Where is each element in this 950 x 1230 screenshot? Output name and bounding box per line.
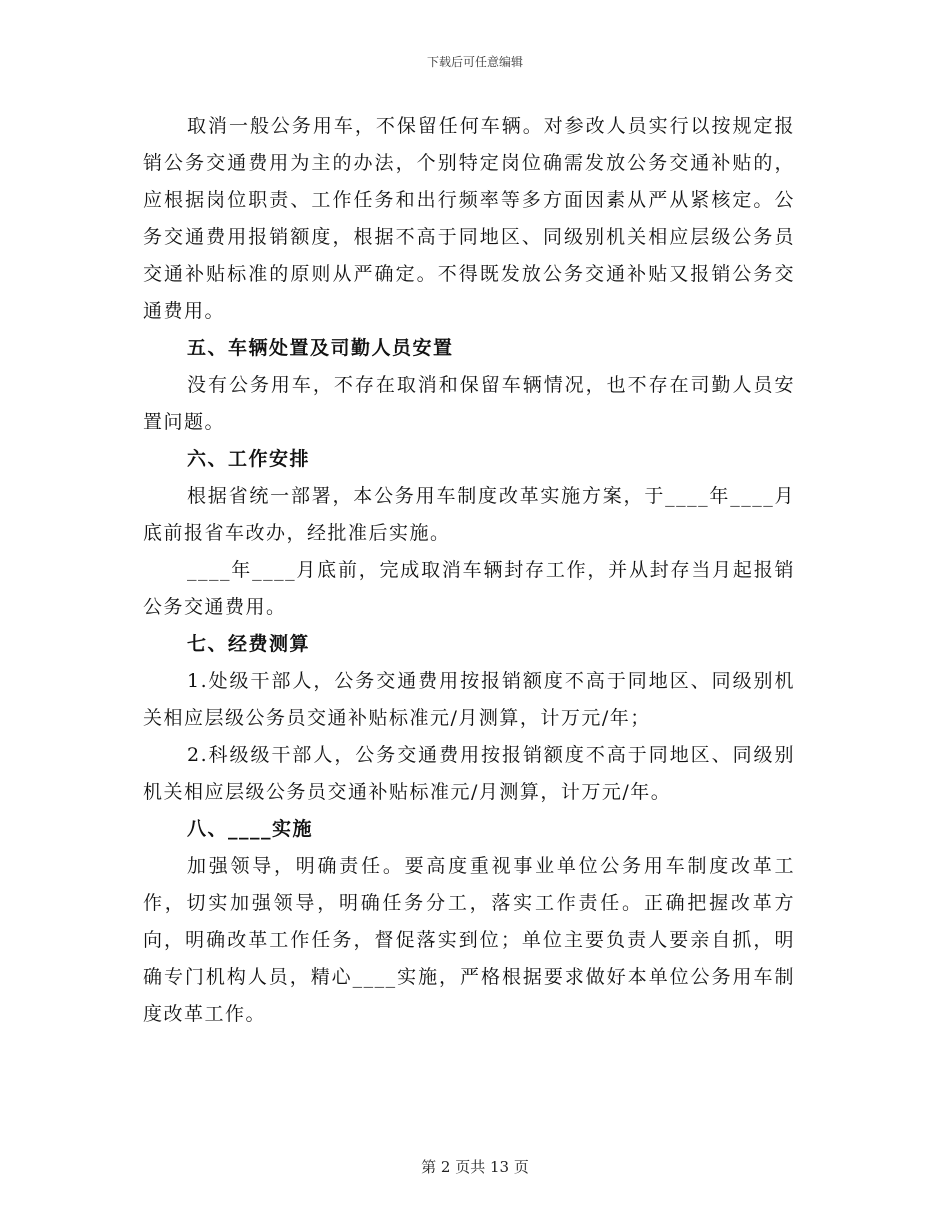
section-heading-work-arrangement: 六、工作安排 <box>187 448 311 470</box>
paragraph-work-arrangement-approval: 根据省统一部署，本公务用车制度改革实施方案，于____年____月底前报省车改办，经批准后实施。 <box>143 485 795 544</box>
paragraph-vehicle-disposal: 没有公务用车，不存在取消和保留车辆情况，也不存在司勤人员安置问题。 <box>143 374 795 433</box>
paragraph-cost-division-level: 1.处级干部人，公务交通费用按报销额度不高于同地区、同级别机关相应层级公务员交通补贴标准元/月测算，计万元/年； <box>143 670 795 729</box>
paragraph-implementation: 加强领导，明确责任。要高度重视事业单位公务用车制度改革工作，切实加强领导，明确任务分工，落实工作责任。正确把握改革方向，明确改革工作任务，督促落实到位；单位主要负责人要亲自抓，明确专门机构人员，精心____实施，严格根据要求做好本单位公务用车制度改革工作。 <box>143 855 795 1025</box>
paragraph-work-arrangement-sealing: ____年____月底前，完成取消车辆封存工作，并从封存当月起报销公务交通费用。 <box>143 559 795 618</box>
paragraph-cost-section-level: 2.科级级干部人，公务交通费用按报销额度不高于同地区、同级别机关相应层级公务员交通补贴标准元/月测算，计万元/年。 <box>143 744 795 803</box>
section-heading-cost-estimate: 七、经费测算 <box>187 633 311 655</box>
section-heading-vehicle-disposal: 五、车辆处置及司勤人员安置 <box>187 337 454 359</box>
section-heading-implementation: 八、____实施 <box>187 818 314 840</box>
document-body <box>143 108 795 1033</box>
paragraph-official-car-reimbursement: 取消一般公务用车，不保留任何车辆。对参改人员实行以按规定报销公务交通费用为主的办法，个别特定岗位确需发放公务交通补贴的，应根据岗位职责、工作任务和出行频率等多方面因素从严从紧核定。公务交通费用报销额度，根据不高于同地区、同级别机关相应层级公务员交通补贴标准的原则从严确定。不得既发放公务交通补贴又报销公务交通费用。 <box>143 115 795 322</box>
page-number-footer: 第 2 页共 13 页 <box>421 1158 529 1176</box>
page-header-note: 下载后可任意编辑 <box>426 55 523 69</box>
